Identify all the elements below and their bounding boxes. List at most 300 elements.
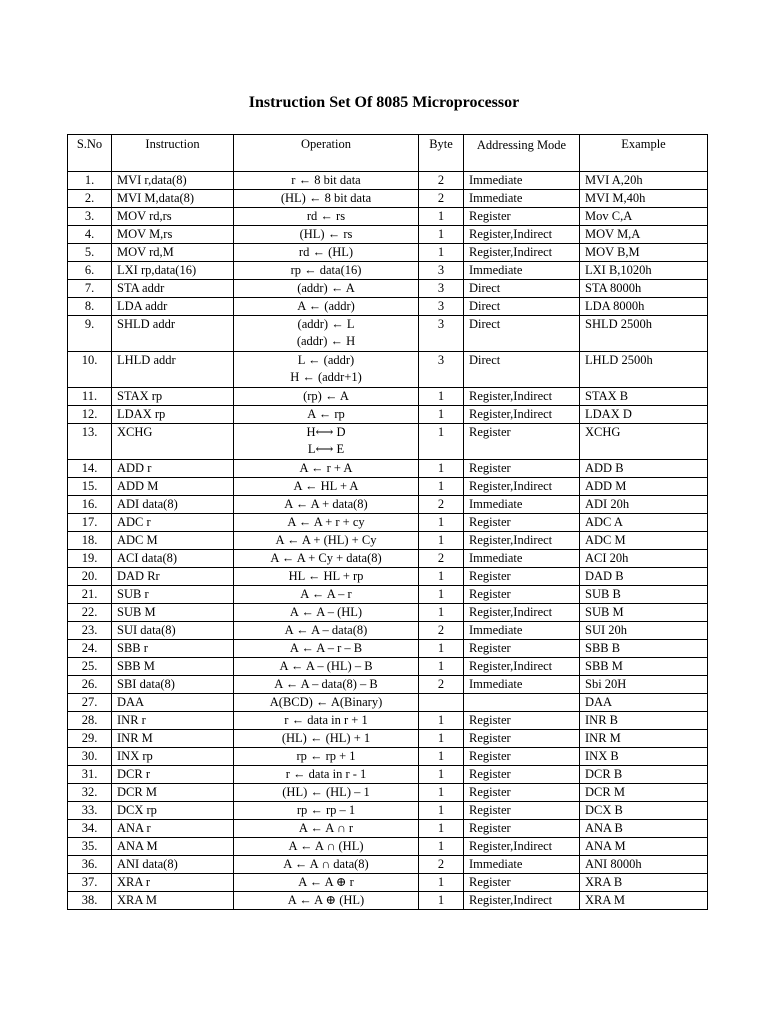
- cell-addressing-mode: Register: [464, 766, 580, 784]
- cell-example: SBB B: [580, 640, 708, 658]
- table-row: [68, 676, 708, 694]
- operation-line: L⟷ E: [307, 442, 345, 456]
- cell-example: INR M: [580, 730, 708, 748]
- operation-line: rp ← rp – 1: [296, 803, 356, 817]
- cell-byte: 1: [419, 514, 464, 532]
- cell-sno: 5.: [68, 244, 112, 262]
- cell-addressing-mode: Register: [464, 640, 580, 658]
- cell-byte: 1: [419, 460, 464, 478]
- cell-example: ADD B: [580, 460, 708, 478]
- cell-byte: 2: [419, 190, 464, 208]
- cell-example: MVI A,20h: [580, 172, 708, 190]
- cell-instruction: ACI data(8): [112, 550, 234, 568]
- cell-example: SBB M: [580, 658, 708, 676]
- cell-instruction: LDAX rp: [112, 406, 234, 424]
- cell-operation: [234, 784, 419, 802]
- cell-example: SUB M: [580, 604, 708, 622]
- table-row: [68, 838, 708, 856]
- cell-operation: [234, 820, 419, 838]
- cell-sno: 10.: [68, 352, 112, 388]
- cell-sno: 25.: [68, 658, 112, 676]
- cell-byte: 1: [419, 802, 464, 820]
- cell-addressing-mode: Direct: [464, 298, 580, 316]
- cell-example: INR B: [580, 712, 708, 730]
- cell-sno: 8.: [68, 298, 112, 316]
- header-example: Example: [580, 135, 708, 172]
- header-sno: S.No: [68, 135, 112, 172]
- cell-sno: 37.: [68, 874, 112, 892]
- cell-byte: 1: [419, 406, 464, 424]
- cell-operation: [234, 208, 419, 226]
- cell-example: ADI 20h: [580, 496, 708, 514]
- cell-instruction: LDA addr: [112, 298, 234, 316]
- cell-addressing-mode: Register: [464, 712, 580, 730]
- cell-byte: 1: [419, 874, 464, 892]
- table-row: [68, 604, 708, 622]
- table-row: [68, 712, 708, 730]
- table-row: [68, 388, 708, 406]
- cell-byte: 1: [419, 478, 464, 496]
- cell-addressing-mode: Register,Indirect: [464, 388, 580, 406]
- cell-operation: [234, 496, 419, 514]
- operation-line: r ← data in r + 1: [284, 713, 368, 727]
- cell-addressing-mode: Register,Indirect: [464, 406, 580, 424]
- operation-line: (HL) ← (HL) – 1: [282, 785, 370, 799]
- cell-operation: [234, 586, 419, 604]
- cell-operation: [234, 874, 419, 892]
- cell-instruction: MOV M,rs: [112, 226, 234, 244]
- cell-addressing-mode: Register,Indirect: [464, 244, 580, 262]
- table-row: [68, 244, 708, 262]
- operation-line: A ← A – r – B: [289, 641, 363, 655]
- table-body: [68, 172, 708, 910]
- cell-operation: [234, 694, 419, 712]
- cell-addressing-mode: Register: [464, 820, 580, 838]
- cell-example: XRA B: [580, 874, 708, 892]
- cell-example: ADD M: [580, 478, 708, 496]
- cell-addressing-mode: Register: [464, 730, 580, 748]
- cell-instruction: MOV rd,rs: [112, 208, 234, 226]
- cell-operation: [234, 262, 419, 280]
- cell-byte: 1: [419, 640, 464, 658]
- table-row: [68, 748, 708, 766]
- header-byte: Byte: [419, 135, 464, 172]
- cell-example: SUI 20h: [580, 622, 708, 640]
- table-row: [68, 460, 708, 478]
- cell-byte: 2: [419, 676, 464, 694]
- cell-addressing-mode: Register,Indirect: [464, 226, 580, 244]
- table-header-row: [68, 135, 708, 172]
- cell-example: DCR B: [580, 766, 708, 784]
- cell-sno: 6.: [68, 262, 112, 280]
- cell-example: DCR M: [580, 784, 708, 802]
- cell-addressing-mode: Immediate: [464, 676, 580, 694]
- operation-line: A ← A + (HL) + Cy: [275, 533, 377, 547]
- table-row: [68, 568, 708, 586]
- cell-instruction: SUB M: [112, 604, 234, 622]
- cell-example: MOV M,A: [580, 226, 708, 244]
- cell-operation: [234, 406, 419, 424]
- cell-addressing-mode: Register: [464, 208, 580, 226]
- cell-sno: 38.: [68, 892, 112, 910]
- cell-sno: 17.: [68, 514, 112, 532]
- cell-operation: [234, 730, 419, 748]
- cell-addressing-mode: Register,Indirect: [464, 658, 580, 676]
- cell-instruction: INR r: [112, 712, 234, 730]
- cell-instruction: ANA M: [112, 838, 234, 856]
- operation-line: r ← 8 bit data: [291, 173, 361, 187]
- cell-instruction: SUB r: [112, 586, 234, 604]
- operation-line: (addr) ← L: [297, 317, 355, 331]
- cell-addressing-mode: Immediate: [464, 190, 580, 208]
- cell-example: ANA B: [580, 820, 708, 838]
- table-row: [68, 622, 708, 640]
- cell-byte: 2: [419, 856, 464, 874]
- table-row: [68, 730, 708, 748]
- cell-operation: [234, 712, 419, 730]
- cell-example: ANI 8000h: [580, 856, 708, 874]
- cell-example: DAD B: [580, 568, 708, 586]
- cell-byte: 1: [419, 784, 464, 802]
- table-row: [68, 478, 708, 496]
- cell-sno: 34.: [68, 820, 112, 838]
- table-row: [68, 424, 708, 460]
- cell-addressing-mode: Register,Indirect: [464, 478, 580, 496]
- operation-line: A ← A ⊕ (HL): [287, 893, 365, 907]
- operation-line: A ← A + r + cy: [287, 515, 365, 529]
- cell-operation: [234, 244, 419, 262]
- cell-byte: 1: [419, 712, 464, 730]
- cell-sno: 18.: [68, 532, 112, 550]
- cell-byte: 3: [419, 316, 464, 352]
- cell-instruction: XRA M: [112, 892, 234, 910]
- cell-operation: [234, 478, 419, 496]
- cell-instruction: XCHG: [112, 424, 234, 460]
- cell-instruction: SBI data(8): [112, 676, 234, 694]
- cell-instruction: ADI data(8): [112, 496, 234, 514]
- cell-addressing-mode: Register,Indirect: [464, 892, 580, 910]
- cell-addressing-mode: Register: [464, 802, 580, 820]
- cell-instruction: ANA r: [112, 820, 234, 838]
- operation-line: rp ← rp + 1: [296, 749, 356, 763]
- page-title: Instruction Set Of 8085 Microprocessor: [248, 94, 520, 111]
- cell-example: MVI M,40h: [580, 190, 708, 208]
- cell-operation: [234, 352, 419, 388]
- cell-instruction: INX rp: [112, 748, 234, 766]
- cell-example: LDA 8000h: [580, 298, 708, 316]
- cell-instruction: STAX rp: [112, 388, 234, 406]
- cell-operation: [234, 550, 419, 568]
- cell-sno: 32.: [68, 784, 112, 802]
- cell-example: ADC A: [580, 514, 708, 532]
- cell-operation: [234, 532, 419, 550]
- cell-byte: 2: [419, 496, 464, 514]
- cell-instruction: INR M: [112, 730, 234, 748]
- cell-instruction: DCR M: [112, 784, 234, 802]
- operation-line: A ← rp: [307, 407, 345, 421]
- cell-instruction: ADC M: [112, 532, 234, 550]
- cell-example: Mov C,A: [580, 208, 708, 226]
- table-row: [68, 784, 708, 802]
- operation-line: A ← A ∩ data(8): [283, 857, 369, 871]
- cell-byte: 1: [419, 838, 464, 856]
- cell-example: STAX B: [580, 388, 708, 406]
- cell-instruction: LHLD addr: [112, 352, 234, 388]
- cell-operation: [234, 316, 419, 352]
- cell-sno: 9.: [68, 316, 112, 352]
- cell-byte: 1: [419, 568, 464, 586]
- cell-example: STA 8000h: [580, 280, 708, 298]
- operation-line: (HL) ← 8 bit data: [280, 191, 372, 205]
- cell-addressing-mode: Register: [464, 748, 580, 766]
- cell-byte: 1: [419, 586, 464, 604]
- table-row: [68, 298, 708, 316]
- operation-line: rd ← rs: [306, 209, 346, 223]
- cell-addressing-mode: Immediate: [464, 172, 580, 190]
- cell-instruction: SHLD addr: [112, 316, 234, 352]
- cell-addressing-mode: Register: [464, 586, 580, 604]
- cell-operation: [234, 856, 419, 874]
- cell-instruction: DCX rp: [112, 802, 234, 820]
- operation-line: A ← A – (HL): [289, 605, 363, 619]
- cell-operation: [234, 604, 419, 622]
- operation-line: A ← A ⊕ r: [298, 875, 354, 889]
- header-addressing-mode: Addressing Mode: [464, 135, 580, 172]
- operation-line: H⟷ D: [306, 425, 346, 439]
- cell-byte: 1: [419, 892, 464, 910]
- cell-addressing-mode: Immediate: [464, 496, 580, 514]
- operation-line: L ← (addr): [297, 353, 355, 367]
- cell-operation: [234, 568, 419, 586]
- cell-example: INX B: [580, 748, 708, 766]
- table-row: [68, 532, 708, 550]
- operation-line: r ← data in r - 1: [285, 767, 367, 781]
- cell-addressing-mode: Register,Indirect: [464, 532, 580, 550]
- cell-operation: [234, 460, 419, 478]
- cell-sno: 12.: [68, 406, 112, 424]
- cell-sno: 27.: [68, 694, 112, 712]
- cell-sno: 1.: [68, 172, 112, 190]
- cell-sno: 28.: [68, 712, 112, 730]
- cell-example: ACI 20h: [580, 550, 708, 568]
- cell-sno: 4.: [68, 226, 112, 244]
- cell-byte: 1: [419, 658, 464, 676]
- table-row: [68, 892, 708, 910]
- cell-instruction: DAA: [112, 694, 234, 712]
- cell-instruction: ADD M: [112, 478, 234, 496]
- cell-operation: [234, 280, 419, 298]
- cell-example: DCX B: [580, 802, 708, 820]
- table-row: [68, 226, 708, 244]
- cell-instruction: SBB M: [112, 658, 234, 676]
- cell-sno: 26.: [68, 676, 112, 694]
- table-row: [68, 694, 708, 712]
- cell-sno: 3.: [68, 208, 112, 226]
- cell-instruction: DCR r: [112, 766, 234, 784]
- cell-byte: 3: [419, 262, 464, 280]
- operation-line: A ← (addr): [297, 299, 355, 313]
- cell-addressing-mode: Direct: [464, 316, 580, 352]
- cell-sno: 35.: [68, 838, 112, 856]
- cell-byte: 1: [419, 226, 464, 244]
- cell-sno: 20.: [68, 568, 112, 586]
- cell-instruction: DAD Rr: [112, 568, 234, 586]
- table-row: [68, 640, 708, 658]
- cell-byte: 3: [419, 352, 464, 388]
- operation-line: (HL) ← (HL) + 1: [281, 731, 371, 745]
- table-row: [68, 280, 708, 298]
- cell-byte: 1: [419, 388, 464, 406]
- cell-operation: [234, 766, 419, 784]
- cell-sno: 24.: [68, 640, 112, 658]
- cell-sno: 23.: [68, 622, 112, 640]
- cell-operation: [234, 658, 419, 676]
- operation-line: A ← A + Cy + data(8): [270, 551, 382, 565]
- cell-addressing-mode: Register: [464, 460, 580, 478]
- cell-instruction: ANI data(8): [112, 856, 234, 874]
- operation-line: A ← A ∩ r: [298, 821, 354, 835]
- operation-line: rp ← data(16): [290, 263, 362, 277]
- cell-operation: [234, 190, 419, 208]
- cell-byte: 1: [419, 208, 464, 226]
- cell-operation: [234, 388, 419, 406]
- cell-operation: [234, 514, 419, 532]
- table-row: [68, 820, 708, 838]
- operation-line: A ← A – data(8) – B: [274, 677, 378, 691]
- cell-instruction: XRA r: [112, 874, 234, 892]
- operation-line: (addr) ← A: [297, 281, 355, 295]
- cell-addressing-mode: Immediate: [464, 622, 580, 640]
- cell-addressing-mode: Immediate: [464, 262, 580, 280]
- cell-byte: 1: [419, 604, 464, 622]
- cell-sno: 16.: [68, 496, 112, 514]
- operation-line: H ← (addr+1): [290, 370, 362, 384]
- cell-example: SUB B: [580, 586, 708, 604]
- cell-example: LHLD 2500h: [580, 352, 708, 388]
- header-instruction: Instruction: [112, 135, 234, 172]
- table-row: [68, 856, 708, 874]
- table-row: [68, 208, 708, 226]
- cell-operation: [234, 640, 419, 658]
- cell-instruction: SUI data(8): [112, 622, 234, 640]
- operation-line: A ← r + A: [299, 461, 353, 475]
- cell-sno: 13.: [68, 424, 112, 460]
- cell-sno: 30.: [68, 748, 112, 766]
- operation-line: A ← A + data(8): [284, 497, 368, 511]
- cell-instruction: LXI rp,data(16): [112, 262, 234, 280]
- table-row: [68, 406, 708, 424]
- cell-example: LXI B,1020h: [580, 262, 708, 280]
- cell-example: XRA M: [580, 892, 708, 910]
- cell-byte: 1: [419, 730, 464, 748]
- table-row: [68, 262, 708, 280]
- cell-byte: 3: [419, 298, 464, 316]
- cell-instruction: STA addr: [112, 280, 234, 298]
- table-row: [68, 190, 708, 208]
- operation-line: A ← HL + A: [293, 479, 359, 493]
- instruction-table: [67, 134, 708, 910]
- cell-addressing-mode: Register: [464, 514, 580, 532]
- cell-addressing-mode: Register,Indirect: [464, 604, 580, 622]
- cell-addressing-mode: Immediate: [464, 550, 580, 568]
- cell-sno: 36.: [68, 856, 112, 874]
- cell-operation: [234, 226, 419, 244]
- cell-operation: [234, 748, 419, 766]
- table-row: [68, 658, 708, 676]
- cell-byte: 3: [419, 280, 464, 298]
- table-row: [68, 352, 708, 388]
- cell-operation: [234, 172, 419, 190]
- cell-instruction: MOV rd,M: [112, 244, 234, 262]
- cell-sno: 11.: [68, 388, 112, 406]
- cell-example: ANA M: [580, 838, 708, 856]
- cell-sno: 19.: [68, 550, 112, 568]
- cell-operation: [234, 424, 419, 460]
- cell-sno: 7.: [68, 280, 112, 298]
- cell-example: SHLD 2500h: [580, 316, 708, 352]
- cell-byte: 2: [419, 550, 464, 568]
- cell-operation: [234, 298, 419, 316]
- cell-operation: [234, 838, 419, 856]
- cell-byte: 2: [419, 172, 464, 190]
- table-row: [68, 514, 708, 532]
- operation-line: (addr) ← H: [296, 334, 356, 348]
- operation-line: A ← A – data(8): [284, 623, 368, 637]
- cell-addressing-mode: Register: [464, 784, 580, 802]
- cell-byte: 1: [419, 820, 464, 838]
- cell-example: XCHG: [580, 424, 708, 460]
- cell-sno: 22.: [68, 604, 112, 622]
- table-row: [68, 550, 708, 568]
- cell-operation: [234, 622, 419, 640]
- cell-sno: 21.: [68, 586, 112, 604]
- operation-line: rd ← (HL): [298, 245, 354, 259]
- cell-addressing-mode: Register: [464, 424, 580, 460]
- cell-addressing-mode: Register: [464, 874, 580, 892]
- operation-line: A ← A – r: [300, 587, 352, 601]
- operation-line: (rp) ← A: [303, 389, 349, 403]
- cell-byte: 1: [419, 532, 464, 550]
- cell-addressing-mode: Register,Indirect: [464, 838, 580, 856]
- cell-addressing-mode: [464, 694, 580, 712]
- cell-byte: [419, 694, 464, 712]
- cell-sno: 33.: [68, 802, 112, 820]
- cell-example: Sbi 20H: [580, 676, 708, 694]
- table-row: [68, 874, 708, 892]
- cell-instruction: SBB r: [112, 640, 234, 658]
- cell-addressing-mode: Register: [464, 568, 580, 586]
- table-row: [68, 316, 708, 352]
- cell-sno: 15.: [68, 478, 112, 496]
- cell-byte: 1: [419, 748, 464, 766]
- table-row: [68, 172, 708, 190]
- cell-instruction: ADC r: [112, 514, 234, 532]
- cell-addressing-mode: Direct: [464, 352, 580, 388]
- table-row: [68, 766, 708, 784]
- cell-operation: [234, 802, 419, 820]
- cell-sno: 31.: [68, 766, 112, 784]
- cell-sno: 29.: [68, 730, 112, 748]
- cell-example: DAA: [580, 694, 708, 712]
- cell-addressing-mode: Immediate: [464, 856, 580, 874]
- operation-line: A ← A – (HL) – B: [279, 659, 373, 673]
- table-row: [68, 496, 708, 514]
- cell-byte: 1: [419, 244, 464, 262]
- cell-instruction: MVI r,data(8): [112, 172, 234, 190]
- table-row: [68, 802, 708, 820]
- cell-operation: [234, 676, 419, 694]
- cell-operation: [234, 892, 419, 910]
